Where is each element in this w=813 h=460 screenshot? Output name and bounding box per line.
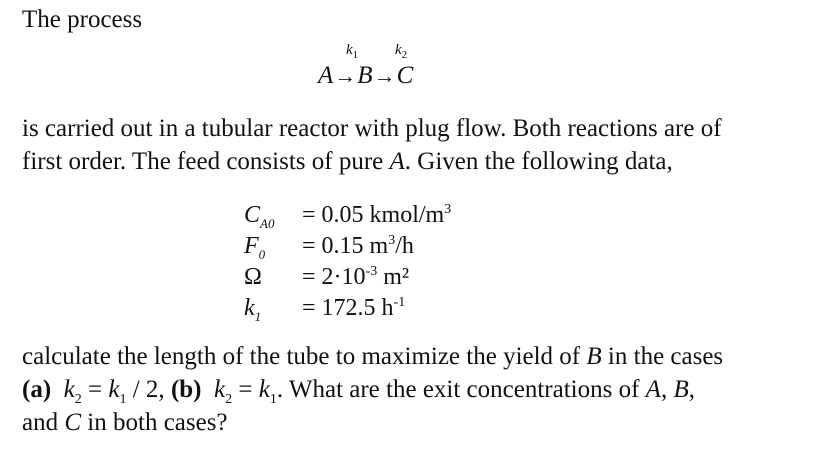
- reaction-equation: [318, 62, 413, 90]
- paragraph-intro-line2: first order. The feed consists of pure A. Given the following data,: [22, 148, 673, 175]
- paragraph-question-line2: (a) $k_2 = k_1 / 2$, (b) $k_2 = k_1$. What are the exit concentrations of A, B,: [22, 376, 695, 407]
- case-b-label: (b): [170, 376, 202, 403]
- species-b: B: [357, 62, 373, 89]
- arrow-icon: →: [373, 63, 396, 88]
- data-row-omega: $\Omega = 2\cdot 10^{-3}$ m²: [244, 264, 410, 290]
- given-data: [244, 194, 452, 324]
- case-a-label: (a): [22, 376, 52, 403]
- species-c: C: [396, 62, 414, 89]
- paragraph-question-line1: calculate the length of the tube to maximize the yield of B in the cases: [22, 343, 724, 370]
- species-a: A: [318, 62, 334, 89]
- data-row-k1: $k_1 = 172.5$ $h^{-1}$: [244, 295, 406, 324]
- paragraph-intro: [22, 112, 722, 178]
- heading: The process: [22, 6, 143, 33]
- rate-constant-k1: $k_1$: [346, 42, 359, 61]
- reaction-scheme: [318, 42, 458, 90]
- paragraph-question-line3: and C in both cases?: [22, 409, 228, 436]
- data-row-f0: $F_0 = 0.15$ $m^3/h$: [244, 233, 414, 262]
- data-row-ca0: $C_{A0} = 0.05$ kmol/$m^3$: [244, 202, 452, 231]
- rate-constant-k2: $k_2$: [395, 42, 408, 61]
- arrow-icon: →: [334, 63, 357, 88]
- paragraph-intro-line1: is carried out in a tubular reactor with plug flow. Both reactions are of: [22, 115, 722, 142]
